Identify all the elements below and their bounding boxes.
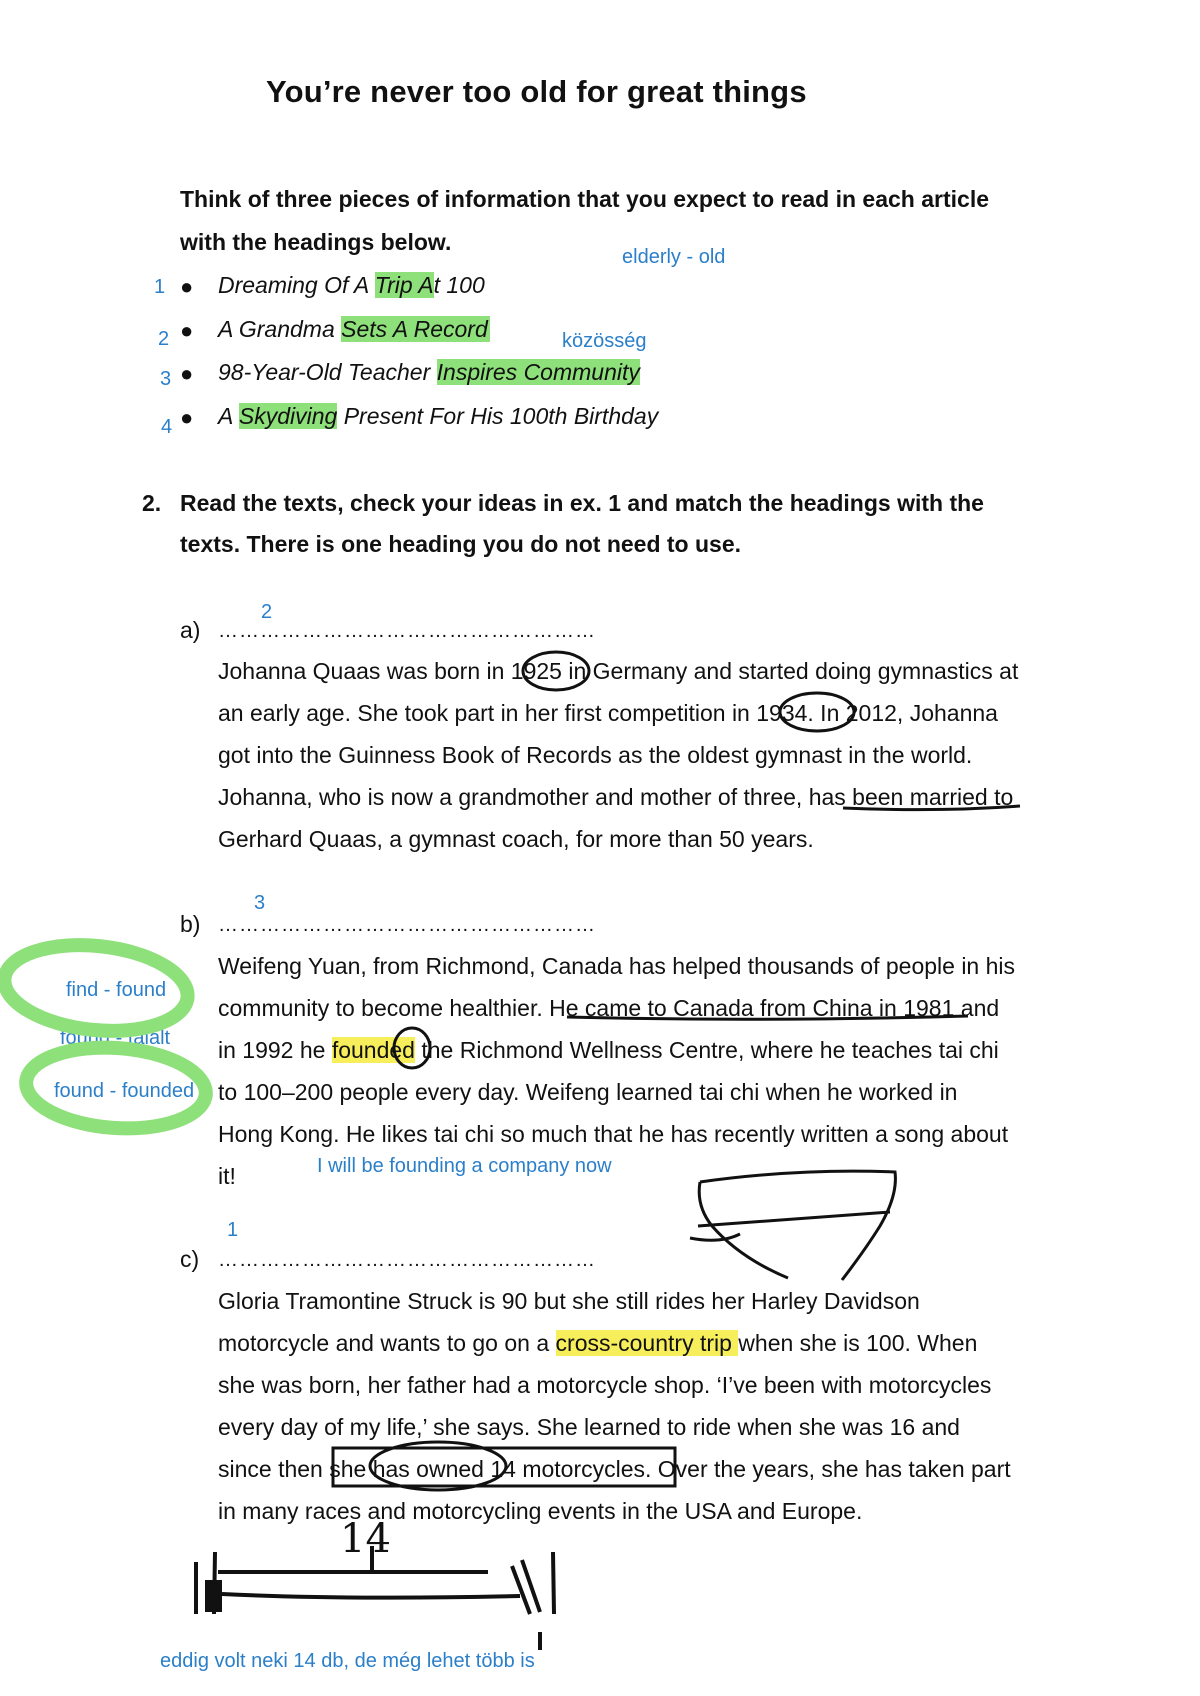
- underline-came-to-canada: [567, 1016, 968, 1019]
- answer-line-b: ………………………………………………: [218, 914, 596, 936]
- note-found-founded: found - founded: [54, 1080, 195, 1102]
- heading-item-4: A Skydiving Present For His 100th Birthday: [218, 403, 659, 429]
- timeline-fill: [205, 1580, 222, 1612]
- page-title: You’re never too old for great things: [266, 74, 807, 109]
- text-a-line: Johanna Quaas was born in 1925 in Germany and started doing gymnastics at: [218, 658, 1019, 684]
- exercise2-instruction-line2: texts. There is one heading you do not need to use.: [180, 531, 742, 557]
- heading-number-3: 3: [160, 368, 172, 390]
- exercise1-instruction-line1: Think of three pieces of information that you expect to read in each article: [180, 186, 989, 212]
- note-elderly-old: elderly - old: [622, 246, 726, 268]
- heading-number-4: 4: [161, 416, 173, 438]
- answer-a: 2: [261, 601, 273, 623]
- green-circle-found-founded: [23, 1042, 208, 1134]
- text-c-line: she was born, her father had a motorcycle shop. ‘I’ve been with motorcycles: [218, 1372, 992, 1398]
- text-b-line: it!: [218, 1163, 236, 1189]
- note-hungarian: eddig volt neki 14 db, de még lehet több is: [160, 1650, 535, 1672]
- text-b-line: community to become healthier. He came to Canada from China in 1981 and: [218, 995, 1000, 1021]
- label-b: b): [180, 911, 201, 937]
- note-find-found: find - found: [66, 979, 167, 1001]
- note-kozosseg: közösség: [562, 330, 647, 352]
- green-circle-find-found: [0, 937, 192, 1040]
- circle-1934: [780, 693, 854, 731]
- exercise2-number: 2.: [142, 490, 162, 516]
- answer-b: 3: [254, 892, 266, 914]
- text-c-line: every day of my life,’ she says. She learned to ride when she was 16 and: [218, 1414, 960, 1440]
- underline-has-been-married: [843, 806, 1020, 810]
- bullet-icon: ●: [180, 361, 194, 386]
- label-a: a): [180, 617, 201, 643]
- sketch-box: [690, 1171, 895, 1280]
- note-found-talalt: found - talált: [60, 1027, 171, 1049]
- bullet-icon: ●: [180, 274, 194, 299]
- heading-item-3: 98-Year-Old Teacher Inspires Community: [218, 359, 640, 385]
- bullet-icon: ●: [180, 318, 194, 343]
- text-c-line: Gloria Tramontine Struck is 90 but she still rides her Harley Davidson: [218, 1288, 920, 1314]
- text-c-line: in many races and motorcycling events in the USA and Europe.: [218, 1498, 863, 1524]
- text-a-line: Gerhard Quaas, a gymnast coach, for more than 50 years.: [218, 826, 814, 852]
- heading-number-2: 2: [158, 328, 170, 350]
- answer-c: 1: [227, 1219, 239, 1241]
- answer-line-a: ………………………………………………: [218, 620, 596, 642]
- heading-item-1: Dreaming Of A Trip At 100: [218, 272, 485, 298]
- exercise2-instruction-line1: Read the texts, check your ideas in ex. 1 and match the headings with the: [180, 490, 984, 516]
- exercise1-instruction-line2: with the headings below.: [180, 229, 452, 255]
- answer-line-c: ………………………………………………: [218, 1249, 596, 1271]
- text-b-line: Hong Kong. He likes tai chi so much that he has recently written a song about: [218, 1121, 1009, 1147]
- heading-item-2: A Grandma Sets A Record: [218, 316, 488, 342]
- note-founding: I will be founding a company now: [317, 1155, 612, 1177]
- text-c-line: since then she has owned 14 motorcycles. Over the years, she has taken part: [218, 1456, 1011, 1482]
- circle-1925: [523, 652, 589, 690]
- text-b-line: Weifeng Yuan, from Richmond, Canada has helped thousands of people in his: [218, 953, 1016, 979]
- text-c-line: motorcycle and wants to go on a cross-country trip when she is 100. When: [218, 1330, 978, 1356]
- timeline: [196, 1546, 554, 1650]
- text-a-line: an early age. She took part in her first competition in 1934. In 2012, Johanna: [218, 700, 998, 726]
- text-a-line: got into the Guinness Book of Records as the oldest gymnast in the world.: [218, 742, 973, 768]
- text-b-line: to 100–200 people every day. Weifeng learned tai chi when he worked in: [218, 1079, 958, 1105]
- circle-ed: [394, 1028, 430, 1068]
- label-c: c): [180, 1246, 200, 1272]
- handwritten-14: 14: [340, 1516, 391, 1562]
- heading-number-1: 1: [154, 276, 166, 298]
- text-b-line: in 1992 he founded the Richmond Wellness Centre, where he teaches tai chi: [218, 1037, 999, 1063]
- bullet-icon: ●: [180, 405, 194, 430]
- text-a-line: Johanna, who is now a grandmother and mother of three, has been married to: [218, 784, 1014, 810]
